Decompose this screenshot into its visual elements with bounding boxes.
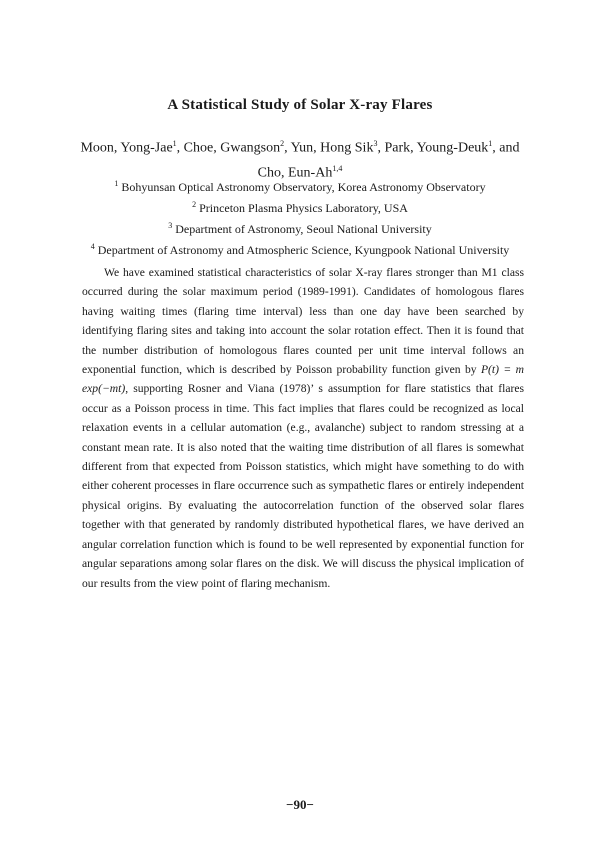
abstract-paragraph xyxy=(82,263,524,593)
affiliation-text: Department of Astronomy, Seoul National University xyxy=(175,222,432,236)
author-affil-sup: 1,4 xyxy=(332,163,343,173)
page-number: −90− xyxy=(286,797,314,812)
author-separator: , xyxy=(377,140,385,156)
author-separator: , and xyxy=(492,140,520,156)
author-affil-sup: 2 xyxy=(280,139,285,148)
poisson-formula: P(t) = m exp(−mt) xyxy=(82,363,524,396)
affiliation-number: 1 xyxy=(114,179,119,188)
author-separator: , xyxy=(176,140,184,156)
affiliation-text: Princeton Plasma Physics Laboratory, USA xyxy=(199,201,408,215)
author-affil-sup: 3 xyxy=(373,139,378,148)
abstract-text-part2: , supporting Rosner and Viana (1978)’ s assumption for flare statistics that flares occur as a Poisson process in time. This fact implies that flares could be recognized as local relaxation events in a cellular automation (e.g., avalanche) subject to random stressing at a constant mean rate. It is also noted that the waiting time distribution of all flares is somewhat different from that expected from Poisson statistics, which might have something to do with either coherent processes in flare occurrence such as sympathetic flares or entirely independent physical origins. By evaluating the autocorrelation function of the observed solar flares together with that generated by randomly distributed hypothetical flares, we have derived an angular correlation function which is found to be well represented by exponential function for angular separations among solar flares on the disk. We will discuss the physical implication of our results from the view point of flaring mechanism. xyxy=(82,382,524,590)
affiliation xyxy=(0,175,600,196)
author-affil-sup: 1 xyxy=(172,139,177,148)
paper-title: A Statistical Study of Solar X-ray Flares xyxy=(167,97,433,113)
author-name: Yun, Hong Sik xyxy=(290,140,374,156)
affiliation xyxy=(0,196,600,217)
affiliation-text: Department of Astronomy and Atmospheric Science, Kyungpook National University xyxy=(97,243,510,257)
affiliation-text: Bohyunsan Optical Astronomy Observatory, Korea Astronomy Observatory xyxy=(121,180,486,194)
abstract-text-part1: We have examined statistical characteristics of solar X-ray flares stronger than M1 class occurred during the solar maximum period (1989-1991). Candidates of homologous flares having waiting times (flaring time interval) less than one day have been searched by identifying flaring sites and taking into account the solar rotation effect. Then it is found that the number distribution of homologous flares counted per unit time interval follows an exponential function, which is described by Poisson probability function given by xyxy=(82,266,524,377)
affiliation-number: 4 xyxy=(90,242,95,251)
author-name: Cho, Eun-Ah xyxy=(257,165,333,181)
affiliation xyxy=(0,217,600,238)
affiliation-number: 3 xyxy=(168,221,173,230)
author-affil-sup: 1 xyxy=(488,139,493,148)
affiliation xyxy=(0,238,600,259)
author-name: Moon, Yong-Jae xyxy=(80,140,173,156)
affiliation-list xyxy=(0,175,600,259)
author-name: Park, Young-Deuk xyxy=(384,140,489,156)
affiliation-number: 2 xyxy=(192,200,197,209)
author-separator: , xyxy=(284,140,291,156)
author-name: Choe, Gwangson xyxy=(183,140,281,156)
